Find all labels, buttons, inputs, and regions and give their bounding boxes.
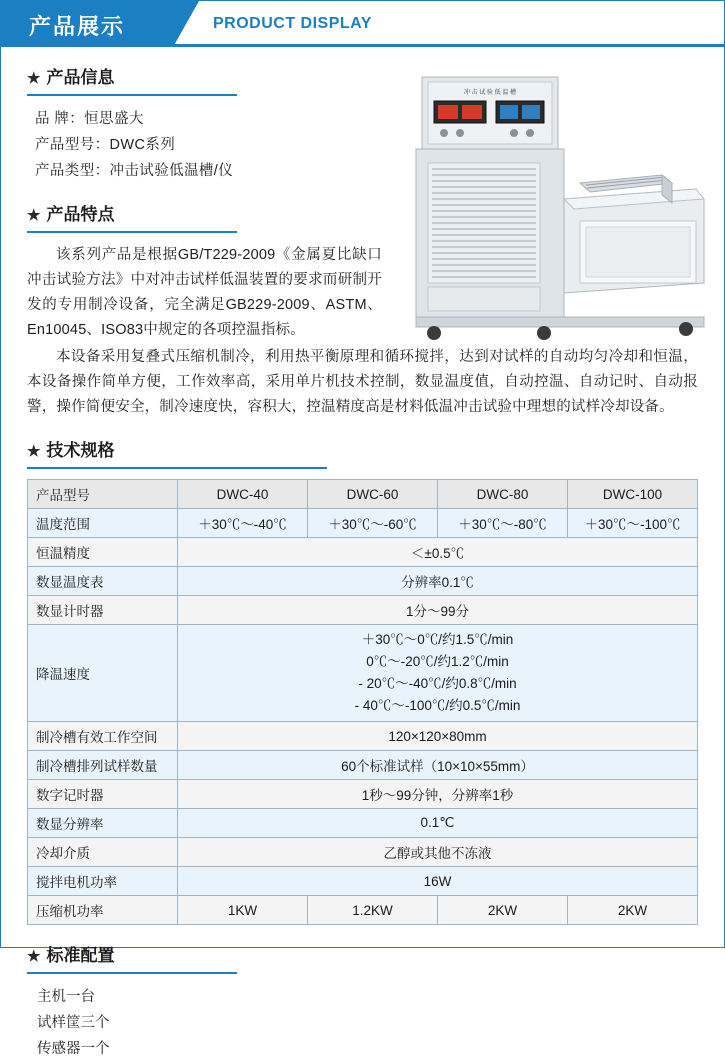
info-value-model: DWC系列: [109, 137, 176, 153]
row-cell: 0.1℃: [178, 809, 698, 838]
table-col-4: DWC-100: [568, 480, 698, 509]
row-cell: ＋30℃～-100℃: [568, 509, 698, 538]
table-row: [28, 538, 698, 567]
row-cell: 乙醇或其他不冻液: [178, 838, 698, 867]
row-label: 制冷槽有效工作空间: [28, 722, 178, 751]
page-title-cn: 产品展示: [29, 14, 126, 39]
section-title-config-text: 标准配置: [46, 946, 115, 965]
row-cell: ＜±0.5℃: [178, 538, 698, 567]
section-title-features-text: 产品特点: [46, 205, 115, 224]
info-label-type: 产品类型：: [35, 163, 110, 179]
table-row: [28, 751, 698, 780]
row-label: 数显计时器: [28, 596, 178, 625]
table-row: [28, 567, 698, 596]
star-icon: ★: [27, 948, 41, 965]
row-cell: 1.2KW: [308, 896, 438, 925]
row-label: 温度范围: [28, 509, 178, 538]
rate-line-4: - 40℃～-100℃/约0.5℃/min: [354, 698, 521, 713]
row-cell: 16W: [178, 867, 698, 896]
section-divider: [27, 231, 237, 233]
header-banner-arrow: [173, 1, 199, 47]
section-title-specs: [27, 436, 698, 469]
section-title-config: [27, 941, 698, 974]
row-cell: 1秒～99分钟，分辨率1秒: [178, 780, 698, 809]
info-label-brand: 品 牌：: [35, 111, 85, 127]
row-label: 数显温度表: [28, 567, 178, 596]
page-title-en: PRODUCT DISPLAY: [213, 15, 372, 32]
row-cell: 2KW: [568, 896, 698, 925]
table-row: [28, 596, 698, 625]
section-title-features: [27, 200, 698, 233]
table-col-1: DWC-40: [178, 480, 308, 509]
row-label: 压缩机功率: [28, 896, 178, 925]
section-title-info-text: 产品信息: [46, 68, 115, 87]
row-cell: ＋30℃～-60℃: [308, 509, 438, 538]
features-paragraph-1: 该系列产品是根据GB/T229-2009《金属夏比缺口冲击试验方法》中对冲击试样低温装置的要求而研制开发的专用制冷设备，完全满足GB229-2009、ASTM、En10045、ISO83中规定的各项控温指标。: [27, 247, 382, 338]
row-label: 冷却介质: [28, 838, 178, 867]
row-cell: 1KW: [178, 896, 308, 925]
section-title-info: [27, 63, 698, 96]
section-divider: [27, 94, 237, 96]
star-icon: ★: [27, 207, 41, 224]
info-value-type: 冲击试验低温槽/仪: [109, 163, 234, 179]
table-col-2: DWC-60: [308, 480, 438, 509]
section-title-specs-text: 技术规格: [46, 441, 115, 460]
table-row: [28, 509, 698, 538]
row-label: 降温速度: [28, 625, 178, 722]
table-row: [28, 722, 698, 751]
row-cell: 2KW: [438, 896, 568, 925]
table-header-row: [28, 480, 698, 509]
rate-line-2: 0℃～-20℃/约1.2℃/min: [366, 654, 509, 669]
info-value-brand: 恒思盛大: [84, 111, 144, 127]
config-list: [37, 984, 698, 1062]
table-col-3: DWC-80: [438, 480, 568, 509]
row-label: 制冷槽排列试样数量: [28, 751, 178, 780]
row-label: 数字记时器: [28, 780, 178, 809]
table-row: [28, 867, 698, 896]
svg-text:冲 击 试 验 低 温 槽: 冲 击 试 验 低 温 槽: [463, 90, 517, 96]
row-cell: ＋30℃～-80℃: [438, 509, 568, 538]
list-item: 试样筐三个: [37, 1015, 110, 1031]
page-content: [1, 63, 724, 1062]
section-divider: [27, 972, 237, 974]
row-cell: ＋30℃～-40℃: [178, 509, 308, 538]
row-label: 搅拌电机功率: [28, 867, 178, 896]
table-col-0: 产品型号: [28, 480, 178, 509]
row-label: 数显分辨率: [28, 809, 178, 838]
row-cell: 1分～99分: [178, 596, 698, 625]
row-cell: 60个标准试样（10×10×55mm）: [178, 751, 698, 780]
list-item: 主机一台: [37, 989, 95, 1005]
row-cell: 120×120×80mm: [178, 722, 698, 751]
star-icon: ★: [27, 443, 41, 460]
info-label-model: 产品型号：: [35, 137, 110, 153]
table-row: [28, 896, 698, 925]
star-icon: ★: [27, 70, 41, 87]
row-cell: 分辨率0.1℃: [178, 567, 698, 596]
page-header: [1, 1, 724, 47]
table-row: [28, 838, 698, 867]
row-label: 恒温精度: [28, 538, 178, 567]
section-divider: [27, 467, 327, 469]
table-row: [28, 780, 698, 809]
features-paragraph-2: 本设备采用复叠式压缩机制冷，利用热平衡原理和循环搅拌，达到对试样的自动均匀冷却和恒温，本设备操作简单方便，工作效率高，采用单片机技术控制，数显温度值，自动控温、自动记时、自动报警，操作简便安全，制冷速度快，容积大，控温精度高是材料低温冲击试验中理想的试样冷却设备。: [27, 349, 698, 415]
specifications-table: [27, 479, 698, 925]
table-row-cooling-rate: [28, 625, 698, 722]
rate-line-3: - 20℃～-40℃/约0.8℃/min: [358, 676, 517, 691]
list-item: 传感器一个: [37, 1041, 110, 1057]
table-row: [28, 809, 698, 838]
rate-line-1: ＋30℃～0℃/约1.5℃/min: [361, 632, 514, 647]
row-cell-multiline: [178, 625, 698, 722]
